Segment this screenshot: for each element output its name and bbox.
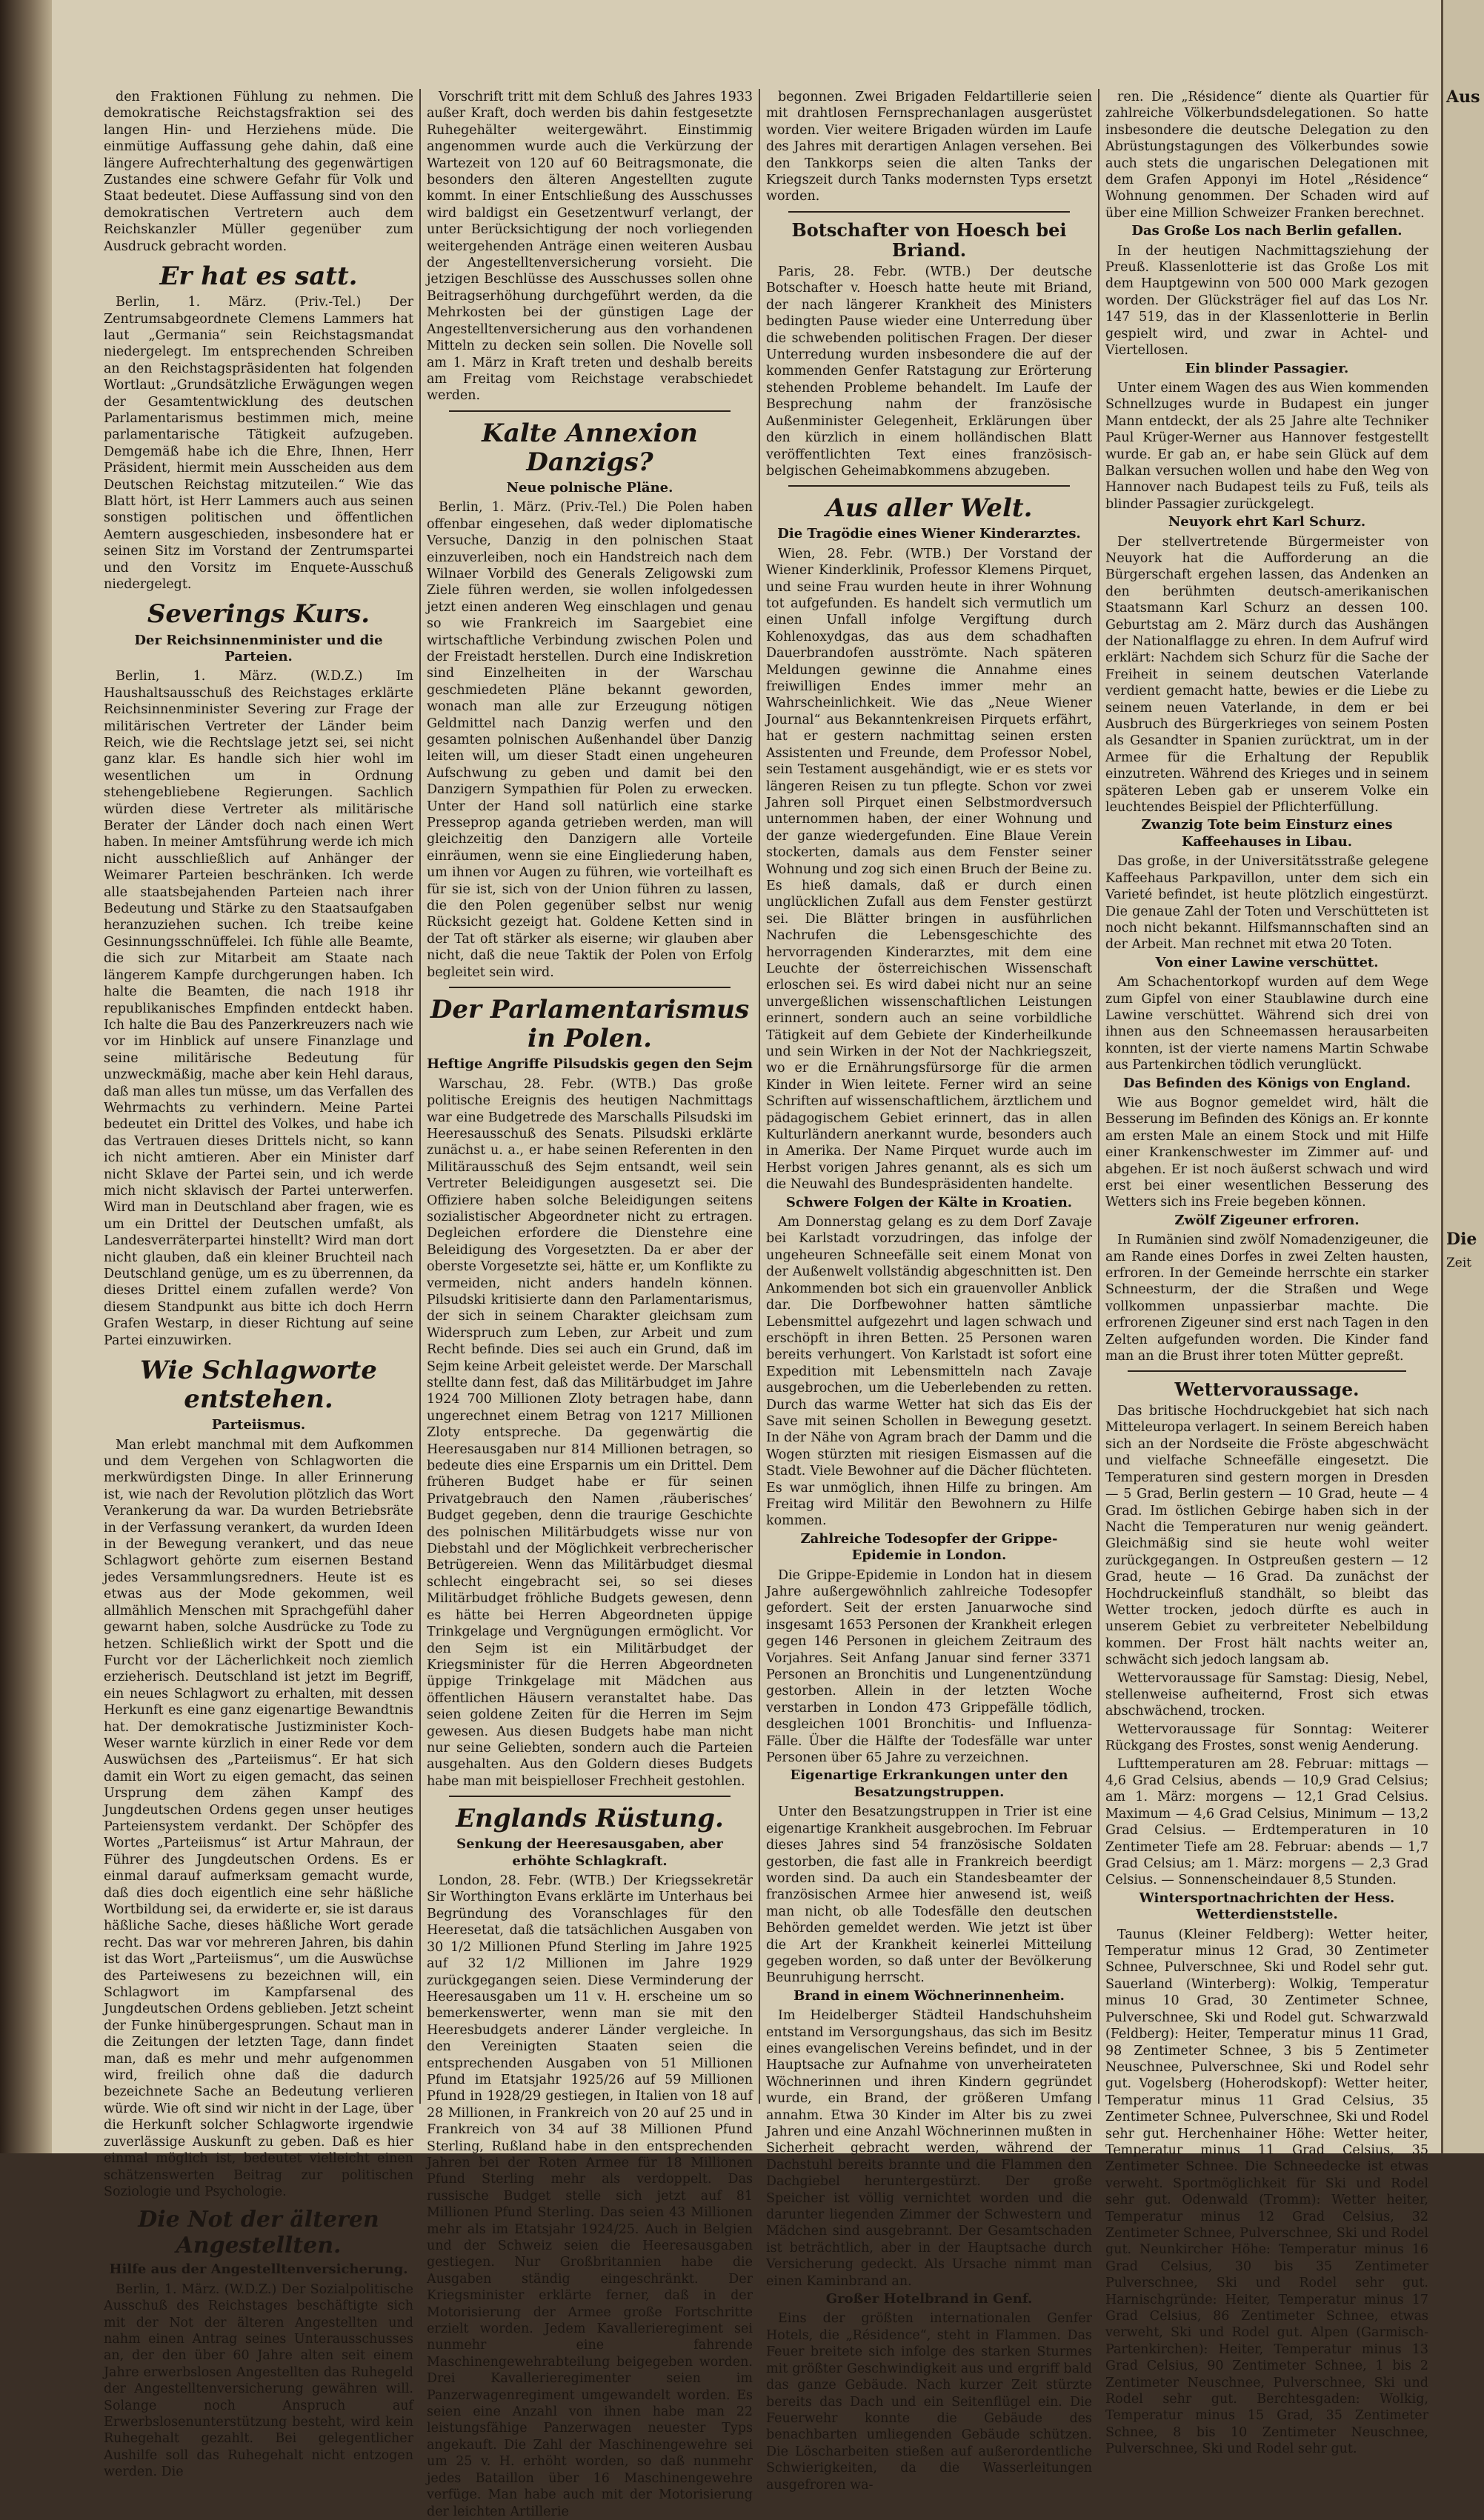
- column-1: [104, 89, 413, 2480]
- article-separator: [449, 1796, 731, 1797]
- article-text: In der heutigen Nachmittagsziehung der Preuß. Klassenlotterie ist das Große Los mit dem Hauptgewinn von 500 000 Mark gezogen worden. Der Glücksträger fiel auf das Los Nr. 147 519, das in der Klassenlotterie in Berlin gespielt wird, und zwar in Achtel- und Viertellosen.: [1105, 243, 1428, 359]
- article-text: Unter einem Wagen des aus Wien kommenden Schnellzuges wurde in Budapest ein junger Mann entdeckt, der als 25 Jahre alte Techniker Paul Krüger-Werner aus Hannover festgestellt wurde. Er gab an, er habe sein Glück auf dem Balkan versuchen wollen und habe den Weg von Hannover nach Budapest teils zu Fuß, teils als blinder Passagier zurückgelegt.: [1105, 380, 1428, 512]
- column-rule: [1098, 89, 1099, 2104]
- article-text: Unter den Besatzungstruppen in Trier ist eine eigenartige Krankheit ausgebrochen. Im Februar dieses Jahres sind 54 französische Soldaten gestorben, die fast alle in Frankreich beerdigt worden sind. Da auch ein Standesbeamter der französischen Armee hier anwesend ist, weiß man nicht, ob alle Todesfälle den deutschen Behörden gemeldet werden. Wie jetzt ist über die Art der Krankheit keinerlei Mitteilung gegeben worden, so daß unter der Bevölkerung Beunruhigung herrscht.: [766, 1804, 1092, 1986]
- article-separator: [449, 987, 731, 988]
- article-separator: [788, 211, 1070, 213]
- facing-page-fragment-text: Zeit: [1446, 1256, 1472, 1270]
- article-separator: [788, 485, 1070, 487]
- column-rule: [419, 89, 421, 2104]
- column-3: [766, 89, 1092, 2493]
- article-text: In Rumänien sind zwölf Nomadenzigeuner, die am Rande eines Dorfes in zwei Zelten hausten, erfroren. In der Gemeinde herrschte ein starker Schneesturm, der die Straßen und Wege vollkommen unpassierbar machte. Die erfrorenen Zigeuner sind erst nach Tagen in den Zelten aufgefunden worden. Die Kinder fand man an die Brust ihrer toten Mütter gepreßt.: [1105, 1233, 1428, 1364]
- article-text: Wie aus Bognor gemeldet wird, hält die Besserung im Befinden des Königs an. Er konnte am ersten Male an einem Stock und mit Hilfe einer Krankenschwester im Zimmer auf- und abgehen. Er ist noch äußerst schwach und wird erst bei einer wesentlichen Besserung des Wetters sich ins Freie begeben können.: [1105, 1095, 1428, 1210]
- facing-page-heading-2: Die: [1446, 1230, 1477, 1249]
- article-text: Der stellvertretende Bürgermeister von Neuyork hat die Aufforderung an die Bürgerschaft ergehen lassen, das Andenken an den berühmten deutsch-amerikanischen Staatsmann Karl Schurz an dessen 100. Geburtstag am 2. März durch das Aushängen der Nationalflagge zu ehren. In dem Aufruf wird erklärt: Nachdem sich Schurz für die Sache der Freiheit in seinem deutschen Vaterlande verdient gemacht hatte, bewies er die Liebe zu seinem neuen Vaterlande, in dem er bei Ausbruch des Bürgerkrieges von seinem Posten als Gesandter in Spanien zurücktrat, um in der Armee für die Erhaltung der Republik einzutreten. Während des Krieges und in seinem späteren Leben gab er unserem Volke ein leuchtendes Beispiel der Pflichterfüllung.: [1105, 534, 1428, 816]
- article-text: den Fraktionen Fühlung zu nehmen. Die demokratische Reichstagsfraktion sei des langen Hin- und Herziehens müde. Die einmütige Auffassung gehe dahin, daß eine längere Aufrechterhaltung des gegenwärtigen Zustandes eine schwere Gefahr für Volk und Staat bedeutet. Diese Auffassung sind von den demokratischen Vertretern auch dem Reichskanzler Müller gegenüber zum Ausdruck gebracht worden.: [104, 90, 413, 254]
- subheadline: Hilfe aus der Angestelltenversicherung.: [109, 2261, 408, 2278]
- article-separator: [1128, 1370, 1406, 1372]
- subheadline: Wintersportnachrichten der Hess. Wetterdienststelle.: [1139, 1890, 1395, 1923]
- subheadline: Eigenartige Erkrankungen unter den Besatzungstruppen.: [790, 1767, 1068, 1800]
- column-rule: [759, 89, 760, 2104]
- article-text: Taunus (Kleiner Feldberg): Wetter heiter, Temperatur minus 12 Grad, 30 Zentimeter Schnee, Pulverschnee, Ski und Rodel sehr gut. Sauerland (Winterberg): Wolkig, Temperatur minus 10 Grad, 30 Zentimeter Schnee, Pulverschnee, Ski und Rodel gut. Schwarzwald (Feldberg): Heiter, Temperatur minus 11 Grad, 98 Zentimeter Schnee, 3 bis 5 Zentimeter Neuschnee, Pulverschnee, Ski und Rodel sehr gut. Vogelsberg (Hoherodskopf): Wetter heiter, Temperatur minus 11 Grad Celsius, 35 Zentimeter Schnee, Pulverschnee, Ski und Rodel sehr gut. Herchenhainer Höhe: Wetter heiter, Temperatur minus 11 Grad Celsius, 35 Zentimeter Schnee. Die Schneedecke ist etwas verweht. Sportmöglichkeit für Ski und Rodel sehr gut. Odenwald (Tromm): Wetter heiter, Temperatur minus 12 Grad Celsius, 32 Zentimeter Schnee, Pulverschnee, Ski und Rodel gut. Neunkircher Höhe: Temperatur minus 16 Grad Celsius, 30 bis 35 Zentimeter Pulverschnee, Ski und Rodel sehr gut. Harnischgründe: Heiter, Temperatur minus 17 Grad Celsius, 86 Zentimeter Schnee, etwas verweht, Ski und Rodel gut. Alpen (Garmisch-Partenkirchen): Heiter, Temperatur minus 13 Grad Celsius, 90 Zentimeter Schnee, 1 bis 2 Zentimeter Neuschnee, Pulverschnee, Ski und Rodel sehr gut. Berchtesgaden: Wolkig, Temperatur minus 15 Grad, 35 Zentimeter Schnee, 8 bis 10 Zentimeter Neuschnee, Pulverschnee, Ski und Rodel sehr gut.: [1105, 1927, 1428, 2457]
- article-text: Lufttemperaturen am 28. Februar: mittags — 4,6 Grad Celsius, abends — 10,9 Grad Celsius; am 1. März: morgens — 12,1 Grad Celsius. Maximum — 4,6 Grad Celsius, Minimum — 13,2 Grad Celsius. — Erdtemperaturen in 10 Zentimeter Tiefe am 28. Februar: abends — 1,7 Grad Celsius; am 1. März: morgens — 2,3 Grad Celsius. — Sonnenscheindauer 8,5 Stunden.: [1105, 1756, 1428, 1888]
- subheadline: Der Reichsinnenminister und die Parteien.: [134, 632, 383, 664]
- article-text: London, 28. Febr. (WTB.) Der Kriegssekretär Sir Worthington Evans erklärte im Unterhaus bei Begründung des Voranschlages für den Heeresetat, daß die tatsächlichen Ausgaben von 30 1/2 Millionen Pfund Sterling im Jahre 1925 auf 32 1/2 Millionen im Jahre 1929 zurückgegangen seien. Diese Verminderung der Heeresausgaben um 11 v. H. erscheine um so bemerkenswerter, wenn man sie mit den Heeresbudgets anderer Länder vergleiche. In den Vereinigten Staaten seien die entsprechenden Ausgaben von 51 Millionen Pfund im Etatsjahr 1925/26 auf 59 Millionen Pfund in 1928/29 gestiegen, in Italien von 18 auf 28 Millionen, in Frankreich von 20 auf 25 und in Frankreich von 34 auf 38 Millionen Pfund Sterling, Rußland habe in den entsprechenden Jahren bei der Roten Armee für 18 Millionen Pfund Sterling mehr als verdoppelt. Das russische Budget stelle sich jetzt auf 81 Millionen Pfund Sterling. Das seien 43 Millionen mehr als im Etatsjahr 1924/25. Auch in Belgien und der Schweiz seien die Heeresausgaben gestiegen. Nur Großbritannien habe die Ausgaben ständig eingeschränkt. Der Kriegsminister erklärte ferner, daß in der Motorisierung der Armee große Fortschritte erzielt worden. Jedem Kavallerieregiment sei nunmehr eine fahrende Maschinengewehrabteilung beigegeben worden. Drei Kavallerieregimenter seien im Panzerwagenregiment umgewandelt worden. Es seien eine Anzahl von ihnen habe man 22 leistungsfähige Panzerwagen neuester Typs angekauft. Die Zahl der Maschinengewehre sei um 25 v. H. erhöht worden, so daß nunmehr jedes Bataillon über 16 Maschinengewehre verfüge. Man habe auch mit der Motorisierung der leichten Artillerie: [427, 1873, 753, 2519]
- subheadline: Zwanzig Tote beim Einsturz eines Kaffeehauses in Libau.: [1141, 817, 1393, 850]
- article-text: Das britische Hochdruckgebiet hat sich nach Mitteleuropa verlagert. In seinem Bereich haben sich an der Nordseite die Fröste abgeschwächt und vielfache Schneefälle eingesetzt. Die Temperaturen sind gestern morgen in Dresden — 5 Grad, Berlin gestern — 10 Grad, heute — 4 Grad. Im östlichen Gebirge haben sich in der Nacht die Temperaturen nur wenig geändert. Gleichmäßig sind sie heute wohl weiter zurückgegangen. In Ostpreußen gestern — 12 Grad, heute — 16 Grad. Da zunächst der Hochdruckeinfluß standhält, so bleibt das Wetter trocken, jedoch dürfte es auch in unserem Gebiet zu verbreiteter Nebelbildung kommen. Der Frost hält nachts weiter an, schwächt sich jedoch langsam ab.: [1105, 1404, 1428, 1668]
- headline: Wie Schlagworte entstehen.: [140, 1356, 377, 1415]
- article-text: Wettervoraussage für Samstag: Diesig, Nebel, stellenweise aufheiternd, Frost sich etwas abschwächend, trocken.: [1105, 1670, 1428, 1719]
- article-text: Man erlebt manchmal mit dem Aufkommen und dem Vergehen von Schlagworten die merkwürdigsten Dinge. In aller Erinnerung ist, wie nach der Revolution plötzlich das Wort Verankerung da war. Da wurden Betriebsräte in der Verfassung verankert, da wurden Ideen in der Bewegung verankert, und das neue Schlagwort gehörte zum eisernen Bestand jedes Versammlungsredners. Heute ist es etwas aus der Mode gekommen, weil allmählich Menschen mit Sprachgefühl daher gewarnt haben, solche Ausdrücke zu Tode zu hetzen. Schließlich wirkt der Spott und die Furcht vor der Lächerlichkeit noch ziemlich erzieherisch. Deutschland ist jetzt im Begriff, ein neues Schlagwort zu erhalten, mit dessen Herkunft es eine ganz eigenartige Bewandtnis hat. Der demokratische Justizminister Koch-Weser warnte kürzlich in einer Rede vor dem Auswüchsen des „Parteiismus“. Er hat sich damit ein Wort zu eigen gemacht, das seinen Ursprung dem zähen Kampf des Jungdeutschen Ordens gegen unser heutiges Parteiensystem verdankt. Der Schöpfer des Wortes „Parteiismus“ ist Artur Mahraun, der Führer des Jungdeutschen Ordens. Es er einmal darauf aufmerksam gemacht wurde, daß dies doch eigentlich eine sehr häßliche Wortbildung sei, da erwiderte er, sie ist daraus häßliche Sache, dieses häßliche Wort gerade recht. Das war vor mehreren Jahren, bis dahin ist das Wort „Parteiismus“, um die Auswüchse des Parteiwesens zu bezeichnen will, ein Schlagwort im Kampfarsenal des Jungdeutschen Ordens geblieben. Jetzt scheint der Funke hinübergesprungen. Schaut man in die Zeitungen der letzten Tage, dann findet man, daß es mehr und mehr aufgenommen wird, freilich ohne daß die dadurch bezeichnete Sache an Bedeutung verlieren würde. Wie oft sind wir nicht in der Lage, über die Herkunft solcher Schlagworte irgendwie zuverlässige Auskunft zu geben. Daß es hier einmal möglich ist, bedeutet vielleicht einen schätzenswerten Beitrag zur politischen Soziologie und Psychologie.: [104, 1437, 413, 2199]
- article-text: Vorschrift tritt mit dem Schluß des Jahres 1933 außer Kraft, doch werden bis dahin festgesetzte Ruhegehälter weitergewährt. Einstimmig angenommen wurde auch die Verkürzung der Wartezeit von 120 auf 60 Beitragsmonate, die besonders den älteren Angestellten zugute kommt. In einer Entschließung des Ausschusses wird baldigst ein Gesetzentwurf verlangt, der unter Berücksichtigung der noch vorliegenden weitergehenden Anträge einen weiteren Ausbau der Angestelltenversicherung vorsieht. Die jetzigen Beschlüsse des Ausschusses sollen ohne Beitragserhöhung durchgeführt werden, da die Mehrkosten bei der günstigen Lage der Angestelltenversicherung aus den vorhandenen Mitteln zu decken sein sollen. Die Novelle soll am 1. März in Kraft treten und deshalb bereits am Freitag vom Reichstage verabschiedet werden.: [427, 90, 753, 404]
- headline: Wettervoraussage.: [1174, 1379, 1360, 1401]
- headline: Er hat es satt.: [159, 261, 358, 292]
- subheadline: Das Befinden des Königs von England.: [1122, 1075, 1411, 1091]
- article-text: Paris, 28. Febr. (WTB.) Der deutsche Botschafter v. Hoesch hatte heute mit Briand, der nach längerer Krankheit des Ministers bedingten Pause wieder eine Unterredung über die schwebenden politischen Fragen. Der dieser Unterredung wurden insbesondere die auf der kommenden Genfer Ratstagung zur Erörterung stehenden Probleme behandelt. Im Laufe der Besprechung nahm der französische Außenminister Gelegenheit, Erklärungen über den kürzlich in einem holländischen Blatt veröffentlichten Text eines französisch-belgischen Geheimabkommens abzugeben.: [766, 264, 1092, 479]
- article-text: Eins der größten internationalen Genfer Hotels, die „Résidence“, steht in Flammen. Das Feuer breitete sich infolge des starken Sturmes mit größter Geschwindigkeit aus und ergriff bald das ganze Gebäude. Nach kurzer Zeit stürzte bereits das Dach und ein Seitenflügel ein. Die Feuerwehr konnte die Gebäude des benachbarten umliegenden Gebäude schützen. Die Löscharbeiten stießen auf außerordentliche Schwierigkeiten, da die Wasserleitungen ausgefroren wa-: [766, 2311, 1092, 2493]
- subheadline: Senkung der Heeresausgaben, aber erhöhte Schlagkraft.: [456, 1836, 723, 1869]
- article-text: Berlin, 1. März. (Priv.-Tel.) Der Zentrumsabgeordnete Clemens Lammers hat laut „Germania“ sein Reichstagsmandat niedergelegt. Im entsprechenden Schreiben an den Reichstagspräsidenten hat folgenden Wortlaut: „Grundsätzliche Erwägungen wegen der Gesamtentwicklung des deutschen Parlamentarismus bestimmen mich, meine parlamentarische Tätigkeit aufzugeben. Demgemäß habe ich die Ehre, Ihnen, Herr Präsident, hiermit mein Ausscheiden aus dem Deutschen Reichstag mitzuteilen.“ Wie das Blatt hört, ist Herr Lammers auch aus seinen sonstigen politischen und öffentlichen Aemtern ausgeschieden, insbesondere hat er seinen Sitz im Vorstand der Zentrumspartei und den Vorsitz im Enquete-Ausschuß niedergelegt.: [104, 295, 413, 593]
- article-text: ren. Die „Résidence“ diente als Quartier für zahlreiche Völkerbundsdelegationen. So hatte insbesondere die deutsche Delegation zu den Abrüstungstagungen des Völkerbundes sowie auch stets die ungarischen Delegationen mit dem Grafen Apponyi im Hotel „Résidence“ Wohnung genommen. Der Schaden wird auf über eine Million Schweizer Franken berechnet.: [1105, 90, 1428, 221]
- headline: Der Parlamentarismus in Polen.: [430, 995, 750, 1054]
- article-text: Wettervoraussage für Sonntag: Weiterer Rückgang des Frostes, sonst wenig Aenderung.: [1105, 1721, 1428, 1754]
- article-text: Das große, in der Universitätsstraße gelegene Kaffeehaus Parkpavillon, unter dem sich ein Varieté befindet, ist heute plötzlich eingestürzt. Die genaue Zahl der Toten und Verschütteten ist noch nicht bekannt. Hilfsmannschaften sind an der Arbeit. Man rechnet mit etwa 20 Toten.: [1105, 854, 1428, 953]
- article-text: begonnen. Zwei Brigaden Feldartillerie seien mit drahtlosen Fernsprechanlagen ausgerüstet worden. Vier weitere Brigaden würden im Laufe des Jahres mit derartigen Anlagen versehen. Bei den Tankkorps seien die alten Tanks der Kriegszeit durch Tanks modernsten Typs ersetzt worden.: [766, 90, 1092, 204]
- subheadline: Zahlreiche Todesopfer der Grippe-Epidemie in London.: [800, 1530, 1058, 1564]
- headline: Aus aller Welt.: [825, 493, 1033, 524]
- subheadline: Brand in einem Wöchnerinnenheim.: [793, 1987, 1065, 2004]
- subheadline: Großer Hotelbrand in Genf.: [825, 2291, 1033, 2307]
- article-text: Wien, 28. Febr. (WTB.) Der Vorstand der Wiener Kinderklinik, Professor Klemens Pirquet, und seine Frau wurden heute in ihrer Wohnung tot aufgefunden. Es handelt sich vermutlich um einen Unfall infolge Vergiftung durch Kohlenoxydgas, das aus dem schadhaften Dauerbrandofen ausströmte. Nach späteren Meldungen gewinne die Annahme eines freiwilligen Endes immer mehr an Wahrscheinlichkeit. Wie das „Neue Wiener Journal“ aus Bekanntenkreisen Pirquets erfährt, hat er gestern nachmittag seinen ersten Assistenten und Freunde, dem Professor Nobel, sein Testament ausgehändigt, wie er es stets vor längeren Reisen zu tun pflegte. Schon vor zwei Jahren soll Pirquet einen Selbstmordversuch unternommen haben, der einer Wohnung und der ganze wiedergefunden. Eine Blaue Verein stockerten, damals aus dem Fenster seiner Wohnung und zog sich einen Bruch der Beine zu. Es hieß damals, daß er durch einen unglücklichen Zufall aus dem Fenster gestürzt sei. Die Blätter bringen in ausführlichen Nachrufen die Lebensgeschichte des hervorragenden Kinderarztes, mit dem eine Leuchte der österreichischen Wissenschaft erloschen sei. Es wird dabei nicht nur an seine unvergeßlichen wissenschaftlichen Leistungen erinnert, sondern auch an seine vorbildliche Tätigkeit auf dem Gebiete der Kinderheilkunde und sein Wirken in der Not der Nachkriegszeit, wo er die Ernährungsfürsorge für die armen Kinder in Wien leitete. Ferner wird an seine Schriften auf wissenschaftlichem, ärztlichem und pädagogischem Gebiet erinnert, das in allen Kulturländern anerkannt wurde, besonders auch in Amerika. Der Name Pirquet wurde auch im Herbst vorigen Jahres genannt, als es sich um die Neuwahl des Bundespräsidenten handelte.: [766, 546, 1092, 1193]
- headline: Englands Rüstung.: [456, 1804, 724, 1834]
- subheadline: Von einer Lawine verschüttet.: [1155, 954, 1379, 970]
- headline: Severings Kurs.: [147, 599, 370, 630]
- article-text: Im Heidelberger Städteil Handschuhsheim entstand im Versorgungshaus, das sich im Besitz eines evangelischen Vereins befindet, und in der Hauptsache zur Aufnahme von unverheirateten Wöchnerinnen und ihren Kindern gegründet wurde, ein Brand, der größeren Umfang annahm. Etwa 30 Kinder im Alter bis zu zwei Jahren und eine Anzahl Wöchnerinnen mußten in Sicherheit gebracht werden, während der Dachstuhl bereits brannte und die Flammen den Dachgiebel heruntergestürzt. Der große Speicher ist völlig vernichtet worden und die darunter liegenden Zimmer der Schwestern und Mädchen sind ausgebrannt. Der Gesamtschaden ist beträchtlich, aber in der Hauptsache durch Versicherung gedeckt. Als Ursache nimmt man einen Kaminbrand an.: [766, 2008, 1092, 2289]
- subheadline: Neuyork ehrt Karl Schurz.: [1168, 514, 1366, 530]
- article-text: Berlin, 1. März. (Priv.-Tel.) Die Polen haben offenbar eingesehen, daß weder diplomatische Versuche, Danzig in den polnischen Staat einzuverleiben, noch ein Handstreich nach dem Wilnaer Vorbild des Generals Zeligowski zum Ziele führen werden, sie wollen infolgedessen jetzt einen anderen Weg einschlagen und genau so wie Frankreich im Saargebiet eine wirtschaftliche Verbindung zwischen Polen und der Freistadt herstellen. Durch eine Indiskretion sind Einzelheiten in der Warschau geschmiedeten Pläne bekannt geworden, wonach man alle zur Erzeugung nötigen Geldmittel nach Danzig werfen und den gesamten polnischen Außenhandel über Danzig leiten will, um dieser Stadt einen ungeheuren Aufschwung zu geben und damit bei den Danzigern Sympathien für Polen zu erwecken. Unter der Hand soll natürlich eine starke Presseprop aganda getrieben werden, man will gleichzeitig den Danzigern alle Vorteile einräumen, wenn sie eine Eingliederung haben, um ihnen vor Augen zu führen, wie vorteilhaft es für sie ist, sich von der Union führen zu lassen, die den Polen gegenüber selbst nur wenig Rücksicht gezeigt hat. Goldene Ketten sind in der Tat oft stärker als eiserne; wir glauben aber nicht, daß die neue Taktik der Polen von Erfolg begleitet sein wird.: [427, 500, 753, 980]
- subheadline: Schwere Folgen der Kälte in Kroatien.: [785, 1194, 1073, 1210]
- headline: Kalte Annexion Danzigs?: [482, 418, 698, 477]
- facing-page-heading: Aus: [1446, 87, 1480, 107]
- subheadline: Das Große Los nach Berlin gefallen.: [1131, 223, 1403, 239]
- article-text: Warschau, 28. Febr. (WTB.) Das große politische Ereignis des heutigen Nachmittags war eine Budgetrede des Marschalls Pilsudski im Heeresausschuß des Senats. Pilsudski erklärte zunächst u. a., er habe seinen Referenten in den Militärausschuß des Sejm entsandt, weil sein Vertreter Beleidigungen ausgesetzt sei. Die Offiziere haben solche Beleidigungen seitens sozialistischer Abgeordneter nicht zu ertragen. Degleichen erfordere die Dienstehre eine Beleidigung des Vorgesetzten. Da er aber der oberste Vorgesetzte sei, hätte er, um Konflikte zu vermeiden, nicht anders handeln können. Pilsudski kritisierte dann den Parlamentarismus, der sich in seinem Charakter gleichsam zum Widerspruch zum Leben, zur Arbeit und zum Recht befinde. Dies sei auch ein Grund, daß im Sejm keine Arbeit geleistet werde. Der Marschall stellte dann fest, daß das Militärbudget im Jahre 1924 700 Millionen Zloty betragen habe, dann ungerechnet einem Betrag von 1217 Millionen Zloty entspreche. Da gegenwärtig die Heeresausgaben nur 814 Millionen betragen, so bedeute dies eine Ersparnis um ein Drittel. Dem früheren Budget habe er für seinen Privatgebrauch den Namen ‚räuberisches‘ Budget gegeben, denn die traurige Geschichte des polnischen Militärbudgets wisse nur von Diebstahl und der Möglichkeit verbrecherischer Betrügereien. Wenn das Militärbudget diesmal schlecht eingebracht sei, so sei dieses Militärbudget fröhliche Budgets gewesen, denn es hätte bei Herren Abgeordneten üppige Trinkgelage und Vergnügungen ermöglicht. Vor den Sejm ist ein Militärbudget der Kriegsminister für die Herren Abgeordneten üppige Trinkgelage mit Mädchen aus öffentlichen Häusern veranstaltet habe. Das seien goldene Zeiten für die Herren im Sejm gewesen. Aus diesen Budgets habe man nicht nur seine Geliebten, sondern auch die Parteien ausgehalten. Aus den Goldern dieses Budgets habe man mit beispielloser Frechheit gestohlen.: [427, 1076, 753, 1789]
- article-text: Berlin, 1. März. (W.D.Z.) Der Sozialpolitische Ausschuß des Reichstages beschäftigte sich mit der Not der älteren Angestellten und nahm einen Antrag seines Unterausschusses an, der den über 60 Jahre alten seit einem Jahre erwerbslosen Angestellten das Ruhegeld der Angestelltenversicherung gewähren will. Solange noch Anspruch auf Erwerbslosenunterstützung besteht, wird kein Ruhegehalt gezahlt. Bei gelegentlicher Aushilfe soll das Ruhegehalt nicht entzogen werden. Die: [104, 2281, 413, 2480]
- subheadline: Ein blinder Passagier.: [1185, 360, 1349, 376]
- headline: Botschafter von Hoesch bei Briand.: [791, 219, 1067, 261]
- article-text: Die Grippe-Epidemie in London hat in diesem Jahre außergewöhnlich zahlreiche Todesopfer gefordert. Seit der ersten Januarwoche sind insgesamt 1653 Personen der Krankheit erlegen gegen 146 Personen in gleichem Zeitraum des Vorjahres. Seit Anfang Januar sind ferner 3371 Personen an Bronchitis und Lungenentzündung gestorben. Allein in der letzten Woche verstarben in London 473 Grippefälle tödlich, desgleichen 1001 Bronchitis- und Influenza-Fälle. Über die Hälfte der Todesfälle war unter Personen über 65 Jahre zu verzeichnen.: [766, 1567, 1092, 1766]
- article-text: Am Schachentorkopf wurden auf dem Wege zum Gipfel von einer Staublawine durch eine Lawine verschüttet. Während sich drei von ihnen aus den Schneemassen herausarbeiten konnten, ist der vierte namens Martin Schwabe aus Partenkirchen tödlich verunglückt.: [1105, 975, 1428, 1073]
- headline: Die Not der älteren Angestellten.: [138, 2207, 379, 2259]
- facing-page-fragment: [1446, 89, 1480, 2089]
- column-2: [427, 89, 753, 2519]
- subheadline: Die Tragödie eines Wiener Kinderarztes.: [777, 526, 1081, 542]
- article-text: Am Donnerstag gelang es zu dem Dorf Zavaje bei Karlstadt vorzudringen, das infolge der ungeheuren Schneefälle seit einem Monat von der Außenwelt vollständig abgeschnitten ist. Den Ankommenden bot sich ein grauenvoller Anblick dar. Die Dorfbewohner hatten sämtliche Lebensmittel aufgezehrt und lagen schwach und erschöpft in ihren Betten. 25 Personen waren bereits verhungert. Von Karlstadt ist sofort eine Expedition mit Lebensmitteln nach Zavaje ausgebrochen, um die Ueberlebenden zu retten. Durch das warme Wetter hat sich das Eis der Save mit seinen Schollen in Bewegung gesetzt. In der Nähe von Agram brach der Damm und die Wogen stürzten mit riesigen Eismassen auf die Stadt. Viele Bewohner auf die Dächer flüchteten. Es war unmöglich, ihnen Hilfe zu bringen. Am Freitag wird Militär den Bewohnern zu Hilfe kommen.: [766, 1215, 1092, 1529]
- column-4: [1105, 89, 1428, 2457]
- book-binding-edge: [0, 0, 52, 2153]
- article-separator: [449, 410, 731, 412]
- subheadline: Zwölf Zigeuner erfroren.: [1174, 1212, 1360, 1228]
- subheadline: Heftige Angriffe Pilsudskis gegen den Sejm: [427, 1056, 753, 1073]
- newspaper-sheet: [89, 89, 1434, 2519]
- subheadline: Parteiismus.: [211, 1417, 306, 1433]
- article-text: Berlin, 1. März. (W.D.Z.) Im Haushaltsausschuß des Reichstages erklärte Reichsinnenminister Severing zur Frage der militärischen Vertreter der Länder beim Reich, wie die Rechtslage jetzt sei, sei nicht ganz klar. Es handle sich hier wohl im wesentlichen um in Ordnung stehengebliebene Regierungen. Sachlich würden diese Vertreter als militärische Berater der Länder doch nach einen Wert haben. In meiner Amtsführung werde ich mich nicht ausschließlich auf Anhänger der Weimarer Parteien beschränken. Ich werde alle staatsbejahenden Parteien nach ihrer Bedeutung und Stärke zu den Staatsaufgaben heranzuziehen suchen. Ich treibe keine Gesinnungsschnüffelei. Ich fühle alle Beamte, die sich zur Mitarbeit am Staate nach längerem Kampfe durchgerungen haben. Ich halte die Beamten, die nach 1918 ihr republikanisches Empfinden entdeckt haben. Ich halte die Bau des Panzerkreuzers nach wie vor im Hinblick auf unsere Finanzlage und seine militärische Bedeutung für unzweckmäßig, mache aber kein Hehl daraus, daß man alles tun müsse, um das Verfallen des Wehrmachts zu verhindern. Meine Partei bedeutet ein Drittel des Volkes, und habe ich das Vertrauen dieses Drittels nicht, so kann ich nicht amtieren. Aber ein Minister darf nicht Sklave der Partei sein, und ich werde mich nicht sklavisch der Partei unterwerfen. Wird man in Deutschland aber fragen, wie es um ein Drittel der Deutschen umfaßt, als Landesverräterpartei hinstellt? Wird man dort nicht glauben, daß ein kleiner Bruchteil nach Deutschland genüge, um es zu überrennen, da dieses Drittel einem zufallen werde? Von diesem Standpunkt aus bitte ich doch Herrn Grafen Westarp, in dieser Richtung auf seine Partei einzuwirken.: [104, 669, 413, 1348]
- subheadline: Neue polnische Pläne.: [506, 479, 673, 496]
